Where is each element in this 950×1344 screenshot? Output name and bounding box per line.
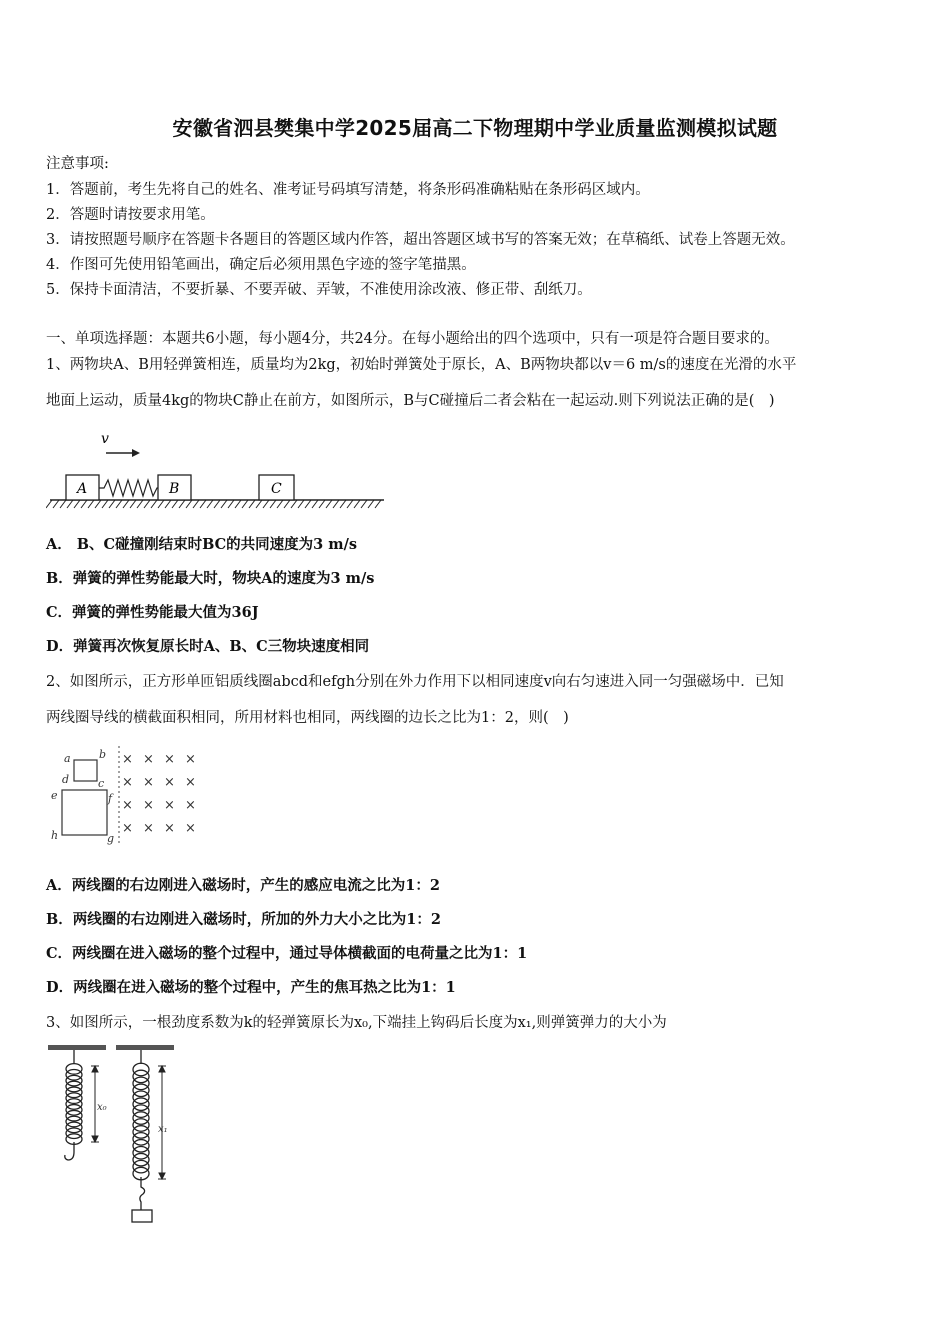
- notice-item-2: 2．答题时请按要求用笔。: [46, 207, 215, 223]
- hatch-stroke: [151, 500, 157, 508]
- spring-icon: [99, 480, 158, 496]
- velocity-label: v: [101, 431, 109, 447]
- block-b-label: B: [169, 481, 180, 497]
- hatch-stroke: [67, 500, 73, 508]
- block-c-label: C: [271, 481, 282, 497]
- field-mark: ×: [143, 775, 154, 790]
- field-mark: ×: [122, 798, 133, 813]
- hatch-stroke: [207, 500, 213, 508]
- hatch-stroke: [102, 500, 108, 508]
- hatch-stroke: [361, 500, 367, 508]
- field-mark: ×: [143, 798, 154, 813]
- field-mark: ×: [185, 775, 196, 790]
- coil-turn: [133, 1070, 149, 1082]
- q2-option-d[interactable]: D．两线圈在进入磁场的整个过程中，产生的焦耳热之比为1：1: [46, 979, 456, 996]
- velocity-arrow-icon: [106, 449, 140, 457]
- hatch-stroke: [277, 500, 283, 508]
- q3-stem-line-1: 3、如图所示，一根劲度系数为k的轻弹簧原长为x₀,下端挂上钩码后长度为x₁,则弹簧弹力的大小为: [46, 1015, 667, 1031]
- coil-turn: [133, 1119, 149, 1131]
- label-f: f: [108, 792, 113, 805]
- coil-turn: [133, 1126, 149, 1138]
- label-g: g: [107, 832, 115, 845]
- hatch-stroke: [291, 500, 297, 508]
- q1-option-d[interactable]: D．弹簧再次恢复原长时A、B、C三物块速度相同: [46, 638, 370, 655]
- q3-figure: [46, 1042, 186, 1227]
- ceiling-right: [116, 1045, 174, 1050]
- label-e: e: [51, 789, 58, 802]
- coil-efgh: [62, 790, 107, 835]
- hatch-stroke: [368, 500, 374, 508]
- coil-turn: [133, 1084, 149, 1096]
- hatch-stroke: [123, 500, 129, 508]
- q2-stem-line-1: 2、如图所示，正方形单匝铝质线圈abcd和efgh分别在外力作用下以相同速度v向右匀速进入同一匀强磁场中．已知: [46, 674, 784, 690]
- ground-hatch: [46, 500, 384, 508]
- hatch-stroke: [228, 500, 234, 508]
- hatch-stroke: [375, 500, 381, 508]
- coil-turn: [133, 1077, 149, 1089]
- field-mark: ×: [185, 821, 196, 836]
- field-mark: ×: [164, 798, 175, 813]
- hatch-stroke: [326, 500, 332, 508]
- hatch-stroke: [263, 500, 269, 508]
- coil-turn: [133, 1063, 149, 1075]
- label-b: b: [99, 748, 107, 761]
- hatch-stroke: [319, 500, 325, 508]
- field-mark: ×: [143, 752, 154, 767]
- hatch-stroke: [242, 500, 248, 508]
- hatch-stroke: [137, 500, 143, 508]
- q2-option-c[interactable]: C．两线圈在进入磁场的整个过程中，通过导体横截面的电荷量之比为1：1: [46, 945, 528, 962]
- hatch-stroke: [200, 500, 206, 508]
- hatch-stroke: [95, 500, 101, 508]
- field-mark: ×: [164, 821, 175, 836]
- notice-heading: 注意事项:: [46, 156, 109, 172]
- field-mark: ×: [122, 821, 133, 836]
- q1-option-a[interactable]: A． B、C碰撞刚结束时BC的共同速度为3 m/s: [46, 536, 358, 553]
- hatch-stroke: [354, 500, 360, 508]
- hatch-stroke: [249, 500, 255, 508]
- label-h: h: [51, 829, 59, 842]
- hook-weight: [132, 1210, 152, 1222]
- coil-turn: [133, 1105, 149, 1117]
- hatch-stroke: [312, 500, 318, 508]
- q2-figure: [46, 742, 206, 847]
- label-a: a: [64, 752, 71, 765]
- hatch-stroke: [46, 500, 52, 508]
- hatch-stroke: [347, 500, 353, 508]
- q1-stem-line-1: 1、两物块A、B用轻弹簧相连，质量均为2kg，初始时弹簧处于原长，A、B两物块都以v＝6 m/s的速度在光滑的水平: [46, 357, 797, 373]
- q1-option-b[interactable]: B．弹簧的弹性势能最大时，物块A的速度为3 m/s: [46, 570, 375, 587]
- hatch-stroke: [179, 500, 185, 508]
- coil-turn: [133, 1153, 149, 1165]
- field-mark: ×: [185, 798, 196, 813]
- coil-turn: [133, 1133, 149, 1145]
- notice-item-3: 3．请按照题号顺序在答题卡各题目的答题区域内作答，超出答题区域书写的答案无效；在草稿纸、试卷上答题无效。: [46, 232, 795, 248]
- section-heading: 一、单项选择题：本题共6小题，每小题4分，共24分。在每小题给出的四个选项中，只有一项是符合题目要求的。: [46, 331, 779, 347]
- label-x1: x₁: [158, 1124, 168, 1135]
- coil-turn: [133, 1140, 149, 1152]
- hatch-stroke: [221, 500, 227, 508]
- dimension-x1: [158, 1066, 166, 1179]
- block-a-label: A: [77, 481, 88, 497]
- hatch-stroke: [340, 500, 346, 508]
- field-mark: ×: [164, 752, 175, 767]
- hatch-stroke: [305, 500, 311, 508]
- notice-item-1: 1．答题前，考生先将自己的姓名、准考证号码填写清楚，将条形码准确粘贴在条形码区域内。: [46, 182, 650, 198]
- hatch-stroke: [333, 500, 339, 508]
- hatch-stroke: [186, 500, 192, 508]
- hatch-stroke: [130, 500, 136, 508]
- hatch-stroke: [158, 500, 164, 508]
- ceiling-left: [48, 1045, 106, 1050]
- q1-stem-line-2: 地面上运动，质量4kg的物块C静止在前方，如图所示，B与C碰撞后二者会粘在一起运动.则下列说法正确的是( ): [46, 393, 775, 409]
- field-mark: ×: [143, 821, 154, 836]
- hatch-stroke: [214, 500, 220, 508]
- field-mark: ×: [122, 752, 133, 767]
- q2-stem-line-2: 两线圈导线的横截面积相同，所用材料也相同，两线圈的边长之比为1：2，则( ): [46, 710, 569, 726]
- hatch-stroke: [116, 500, 122, 508]
- notice-item-5: 5．保持卡面清洁，不要折暴、不要弄破、弄皱，不准使用涂改液、修正带、刮纸刀。: [46, 282, 592, 298]
- q1-figure: [46, 428, 391, 513]
- coil-turn: [133, 1091, 149, 1103]
- hatch-stroke: [298, 500, 304, 508]
- coil-turn: [133, 1160, 149, 1172]
- hatch-stroke: [165, 500, 171, 508]
- label-d: d: [62, 773, 70, 786]
- hatch-stroke: [74, 500, 80, 508]
- q2-option-a[interactable]: A．两线圈的右边刚进入磁场时，产生的感应电流之比为1：2: [46, 877, 440, 894]
- hatch-stroke: [60, 500, 66, 508]
- label-x0: x₀: [97, 1102, 107, 1113]
- coil-turn: [133, 1146, 149, 1158]
- hatch-stroke: [284, 500, 290, 508]
- hatch-stroke: [172, 500, 178, 508]
- q2-option-b[interactable]: B．两线圈的右边刚进入磁场时，所加的外力大小之比为1：2: [46, 911, 441, 928]
- field-mark: ×: [185, 752, 196, 767]
- hatch-stroke: [193, 500, 199, 508]
- coil-turn: [133, 1112, 149, 1124]
- hatch-stroke: [256, 500, 262, 508]
- hatch-stroke: [235, 500, 241, 508]
- field-mark: ×: [122, 775, 133, 790]
- q1-option-c[interactable]: C．弹簧的弹性势能最大值为36J: [46, 604, 259, 621]
- coil-abcd: [74, 760, 97, 781]
- hatch-stroke: [88, 500, 94, 508]
- hatch-stroke: [144, 500, 150, 508]
- coil-turn: [133, 1098, 149, 1110]
- field-mark: ×: [164, 775, 175, 790]
- page-title: 安徽省泗县樊集中学2025届高二下物理期中学业质量监测模拟试题: [172, 116, 778, 140]
- hatch-stroke: [109, 500, 115, 508]
- spring-right-icon: [132, 1050, 152, 1222]
- label-c: c: [98, 777, 105, 790]
- notice-item-4: 4．作图可先使用铅笔画出，确定后必须用黑色字迹的签字笔描黑。: [46, 257, 476, 273]
- spring-left-icon: [65, 1050, 82, 1160]
- hatch-stroke: [53, 500, 59, 508]
- hatch-stroke: [81, 500, 87, 508]
- hatch-stroke: [270, 500, 276, 508]
